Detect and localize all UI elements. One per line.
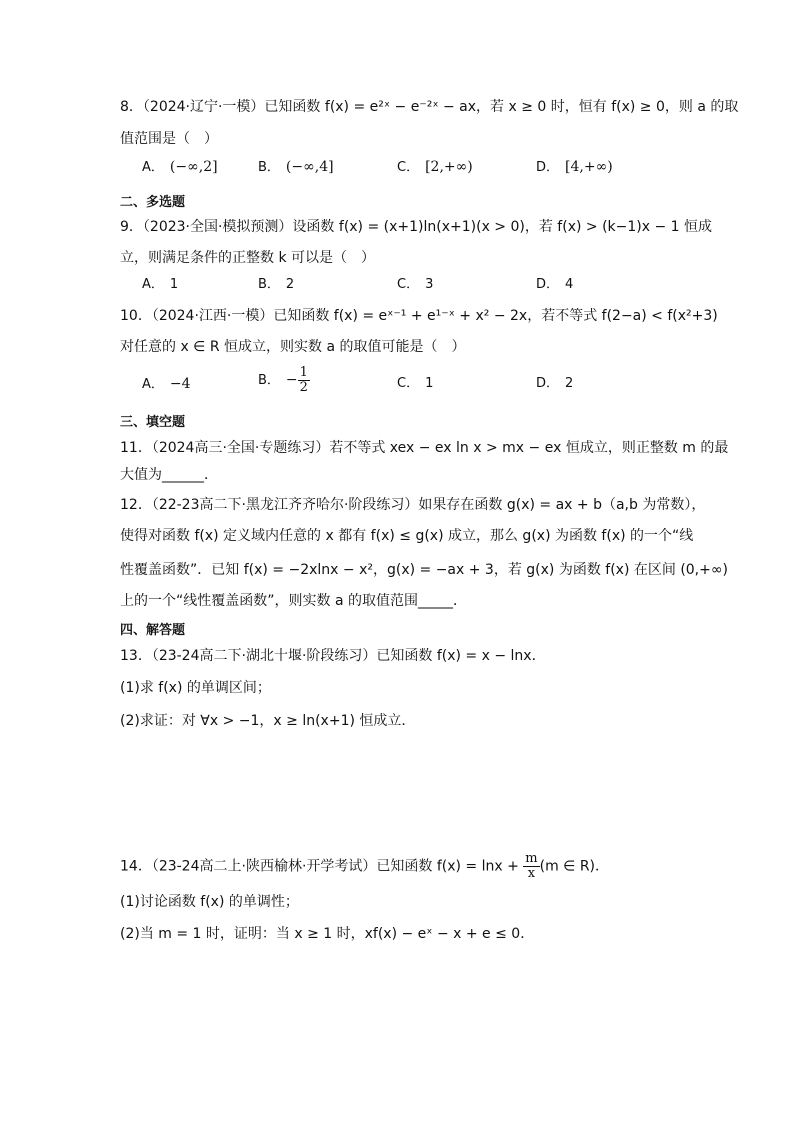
section-heading-free-response: 四、解答题 xyxy=(120,623,186,638)
q10-option-b xyxy=(258,366,310,395)
q10-option-c xyxy=(397,375,433,393)
option-value: [4,+∞) xyxy=(565,159,613,175)
q12-line4: 上的一个“线性覆盖函数”，则实数 a 的取值范围_____． xyxy=(120,593,467,609)
section-heading-multiple-choice: 二、多选题 xyxy=(120,195,186,210)
q14-line1 xyxy=(120,852,609,881)
option-label: A． xyxy=(142,377,164,392)
q10-option-a xyxy=(142,375,191,394)
option-label: A． xyxy=(142,277,164,292)
option-label: B． xyxy=(258,373,280,388)
option-label: C． xyxy=(397,376,420,391)
option-value: 1 xyxy=(169,277,179,292)
q10-line1: 10．（2024·江西·一模）已知函数 f(x) = eˣ⁻¹ + e¹⁻ˣ + x² − 2x，若不等式 f(2−a) < f(x²+3) xyxy=(120,308,718,324)
fraction-numerator: m xyxy=(525,851,538,866)
fraction-one-half xyxy=(298,366,310,395)
q9-option-d xyxy=(536,276,573,294)
section-heading-fill-in: 三、填空题 xyxy=(120,415,186,430)
q8-line1: 8．（2024·辽宁·一模）已知函数 f(x) = e²ˣ − e⁻²ˣ − ax，若 x ≥ 0 时，恒有 f(x) ≥ 0，则 a 的取 xyxy=(120,99,739,115)
fraction-numerator: 1 xyxy=(299,365,308,380)
q14-line1-tail: (m ∈ R)． xyxy=(539,858,610,875)
q8-option-d xyxy=(536,158,613,177)
option-label: D． xyxy=(536,160,560,175)
q13-line1: 13．（23-24高二下·湖北十堰·阶段练习）已知函数 f(x) = x − lnx． xyxy=(120,648,546,664)
fraction-denominator: x xyxy=(527,866,536,881)
q9-option-a xyxy=(142,276,178,294)
q10-line2: 对任意的 x ∈ R 恒成立，则实数 a 的取值可能是（ ） xyxy=(120,339,466,355)
option-label: D． xyxy=(536,376,560,391)
q11-line2: 大值为______． xyxy=(120,467,218,483)
option-value: 3 xyxy=(425,277,434,292)
q8-option-a xyxy=(142,158,218,177)
q14-part1: (1)讨论函数 f(x) 的单调性； xyxy=(120,894,299,910)
q8-line2: 值范围是（ ） xyxy=(120,131,218,147)
q13-part1: (1)求 f(x) 的单调区间； xyxy=(120,680,271,696)
q10-option-d xyxy=(536,375,573,393)
option-value: − xyxy=(285,372,298,388)
q9-line1: 9．（2023·全国·模拟预测）设函数 f(x) = (x+1)ln(x+1)(x > 0)，若 f(x) > (k−1)x − 1 恒成 xyxy=(120,219,713,235)
option-label: A． xyxy=(142,160,164,175)
q13-part2: (2)求证：对 ∀x > −1，x ≥ ln(x+1) 恒成立． xyxy=(120,713,416,729)
option-value: −4 xyxy=(169,376,191,392)
option-value: [2,+∞) xyxy=(425,159,473,175)
q14-line1-text: 14．（23-24高二上·陕西榆林·开学考试）已知函数 f(x) = lnx + xyxy=(120,858,519,875)
option-value: (−∞,2] xyxy=(169,159,218,175)
q9-option-b xyxy=(258,276,294,294)
fraction-m-over-x xyxy=(523,852,539,881)
q14-part2: (2)当 m = 1 时，证明：当 x ≥ 1 时，xf(x) − eˣ − x + e ≤ 0． xyxy=(120,926,535,942)
option-value: 1 xyxy=(425,376,434,391)
q8-option-c xyxy=(397,158,473,177)
q8-option-b xyxy=(258,158,334,177)
q9-option-c xyxy=(397,276,433,294)
option-value: 2 xyxy=(565,376,574,391)
fraction-denominator: 2 xyxy=(299,380,308,395)
option-label: C． xyxy=(397,277,420,292)
option-value: 2 xyxy=(285,277,295,292)
q12-line2: 使得对函数 f(x) 定义域内任意的 x 都有 f(x) ≤ g(x) 成立，那么 g(x) 为函数 f(x) 的一个“线 xyxy=(120,528,694,544)
option-label: B． xyxy=(258,160,280,175)
q9-line2: 立，则满足条件的正整数 k 可以是（ ） xyxy=(120,250,376,266)
q11-line1: 11．（2024高三·全国·专题练习）若不等式 xex − ex ln x > mx − ex 恒成立，则正整数 m 的最 xyxy=(120,440,729,456)
option-value: (−∞,4] xyxy=(285,159,334,175)
option-label: D． xyxy=(536,277,560,292)
option-value: 4 xyxy=(565,277,574,292)
q12-line3: 性覆盖函数”．已知 f(x) = −2xlnx − x²，g(x) = −ax + 3，若 g(x) 为函数 f(x) 在区间 (0,+∞) xyxy=(120,562,728,578)
q12-line1: 12．（22-23高二下·黑龙江齐齐哈尔·阶段练习）如果存在函数 g(x) = ax + b（a,b 为常数）， xyxy=(120,497,706,513)
option-label: C． xyxy=(397,160,420,175)
option-label: B． xyxy=(258,277,280,292)
